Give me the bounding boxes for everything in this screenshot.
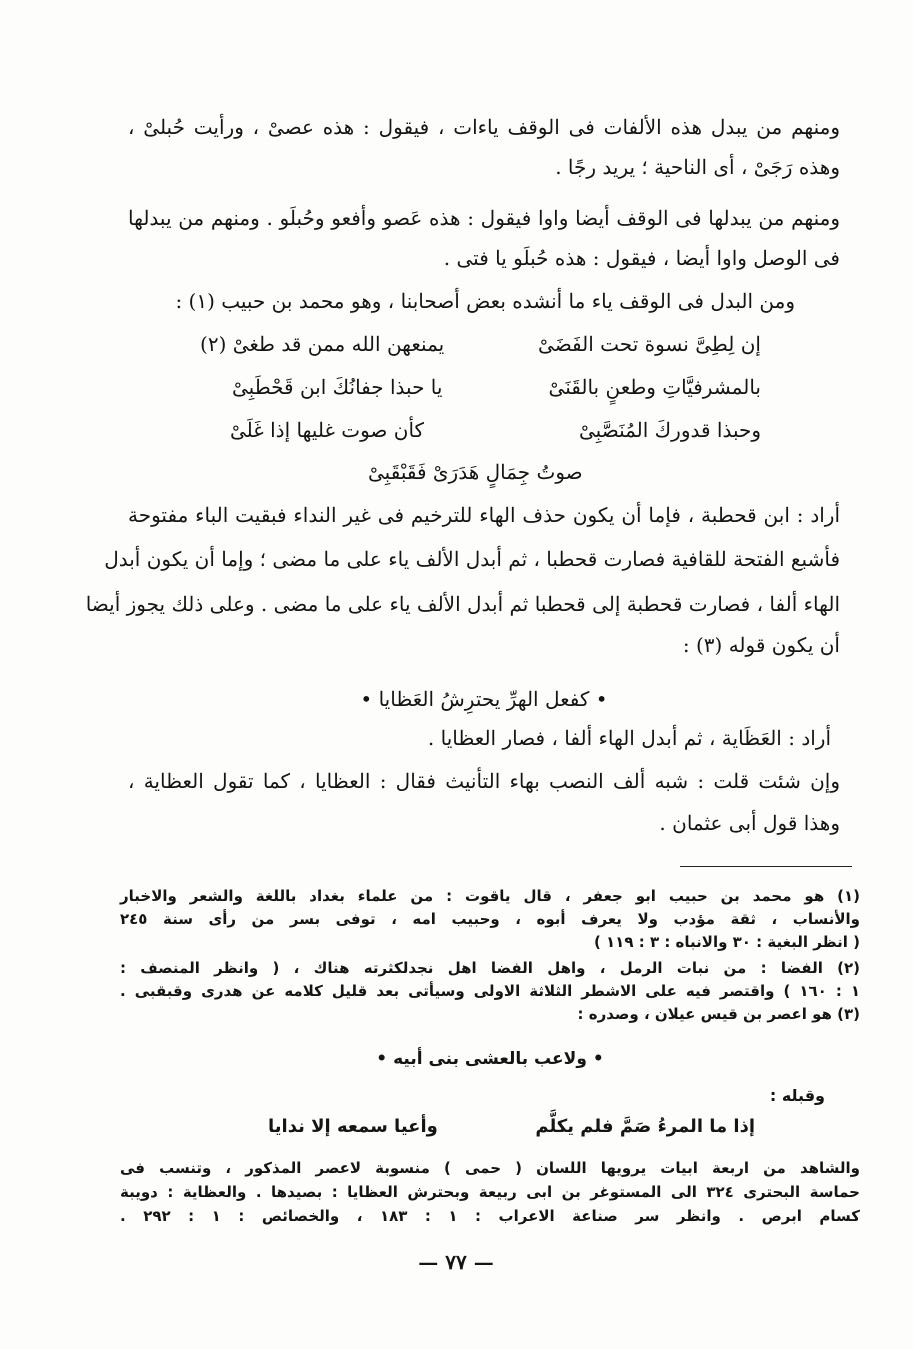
body-line: الهاء ألفا ، فصارت قحطبة إلى قحطبا ثم أبدل الألف ياء على ما مضى . وعلى ذلك يجوز أيضا <box>85 592 840 616</box>
verse-right-hemistich: وحبذا قدوركَ المُنَصَّبِىْ <box>579 418 761 442</box>
footnote-line: (١) هو محمد بن حبيب ابو جعفر ، قال ياقوت : من علماء بغداد باللغة والشعر والاخبار <box>120 887 860 905</box>
body-line: أراد : العَظَاية ، ثم أبدل الهاء ألفا ، فصار العظايا . <box>427 726 831 750</box>
body-line: وهذه رَجَىْ ، أى الناحية ؛ يريد رجًا . <box>555 155 840 179</box>
body-line: ومنهم من يبدل هذه الألفات فى الوقف ياءات ، فيقول : هذه عصىْ ، ورأيت حُبلىْ ، <box>128 115 840 139</box>
verse-right-hemistich: إن لِطِىَّ نسوة تحت الفَضَىْ <box>538 332 761 356</box>
quoted-hemistich: • كفعل الهرِّ يحترِشُ العَظايا • <box>360 687 608 711</box>
footnote-line: والشاهد من اربعة ابيات يرويها اللسان ( حمى ) منسوبة لاعصر المذكور ، وتنسب فى <box>120 1159 860 1177</box>
body-line: ومن البدل فى الوقف ياء ما أنشده بعض أصحابنا ، وهو محمد بن حبيب (١) : <box>175 289 795 313</box>
verse-left-hemistich: يمنعهن الله ممن قد طغىْ (٢) <box>200 332 445 356</box>
footnote-hemistich: • ولاعب بالعشى بنى أبيه • <box>376 1049 604 1069</box>
body-line: أراد : ابن قحطبة ، فإما أن يكون حذف الهاء للترخيم فى غير النداء فبقيت الباء مفتوحة <box>128 503 840 527</box>
footnote-line: (٢) الفضا : من نبات الرمل ، واهل الفضا اهل نجدلكثرته هناك ، ( وانظر المنصف : <box>120 959 860 977</box>
verse-left-hemistich: يا حبذا جفانُكَ ابن قَحْطَبِىْ <box>232 375 443 399</box>
verse-right-hemistich: بالمشرفيَّاتِ وطعنٍ بالقَنَىْ <box>548 375 761 399</box>
verse-left-hemistich: كأن صوت غليها إذا غَلَىْ <box>230 418 425 442</box>
footnote-verse-right: إذا ما المرءُ صَمَّ فلم يكلَّم <box>535 1116 755 1137</box>
footnote-line: (٣) هو اعصر بن قيس عيلان ، وصدره : <box>577 1005 860 1023</box>
verse-single: صوتُ جِمَالٍ هَدَرَىْ فَقَبْقَبِىْ <box>368 460 583 484</box>
footnote-line: حماسة البحترى ٣٢٤ الى المستوغر بن ابى ربيعة وبحترش العظايا : بصيدها . والعظاية : دويبة <box>120 1183 860 1201</box>
page-number: — ٧٧ — <box>418 1250 494 1274</box>
footnote-line: والأنساب ، ثقة مؤدب ولا يعرف أبوه ، وحبيب امه ، توفى بسر من رأى سنة ٢٤٥ <box>120 910 860 928</box>
footnote-line: ١ : ١٦٠ ) واقتصر فيه على الاشطر الثلاثة الاولى وسيأتى بعد قليل كلامه عن هدرى وقبقبى . <box>120 982 860 1000</box>
body-line: ومنهم من يبدلها فى الوقف أيضا واوا فيقول : هذه عَصو وأفعو وحُبلَو . ومنهم من يبدلها <box>128 206 840 230</box>
body-line: وهذا قول أبى عثمان . <box>659 811 840 835</box>
body-line: فأشبع الفتحة للقافية فصارت قحطبا ، ثم أبدل الألف ياء على ما مضى ؛ وإما أن يكون أبدل <box>104 547 840 571</box>
body-line: أن يكون قوله (٣) : <box>682 633 840 657</box>
footnote-line: ( انظر البغية : ٣٠ والانباه : ٣ : ١١٩ ) <box>593 933 860 951</box>
body-line: وإن شئت قلت : شبه ألف النصب بهاء التأنيث فقال : العظايا ، كما تقول العظاية ، <box>128 769 840 793</box>
footnote-line: وقبله : <box>769 1086 825 1105</box>
footnote-separator <box>680 866 852 867</box>
footnote-line: كسام ابرص . وانظر سر صناعة الاعراب : ١ : ١٨٣ ، والخصائص : ١ : ٢٩٢ . <box>120 1207 860 1225</box>
footnote-verse-left: وأعيا سمعه إلا ندايا <box>268 1116 438 1137</box>
body-line: فى الوصل واوا أيضا ، فيقول : هذه حُبلَو يا فتى . <box>443 246 840 270</box>
